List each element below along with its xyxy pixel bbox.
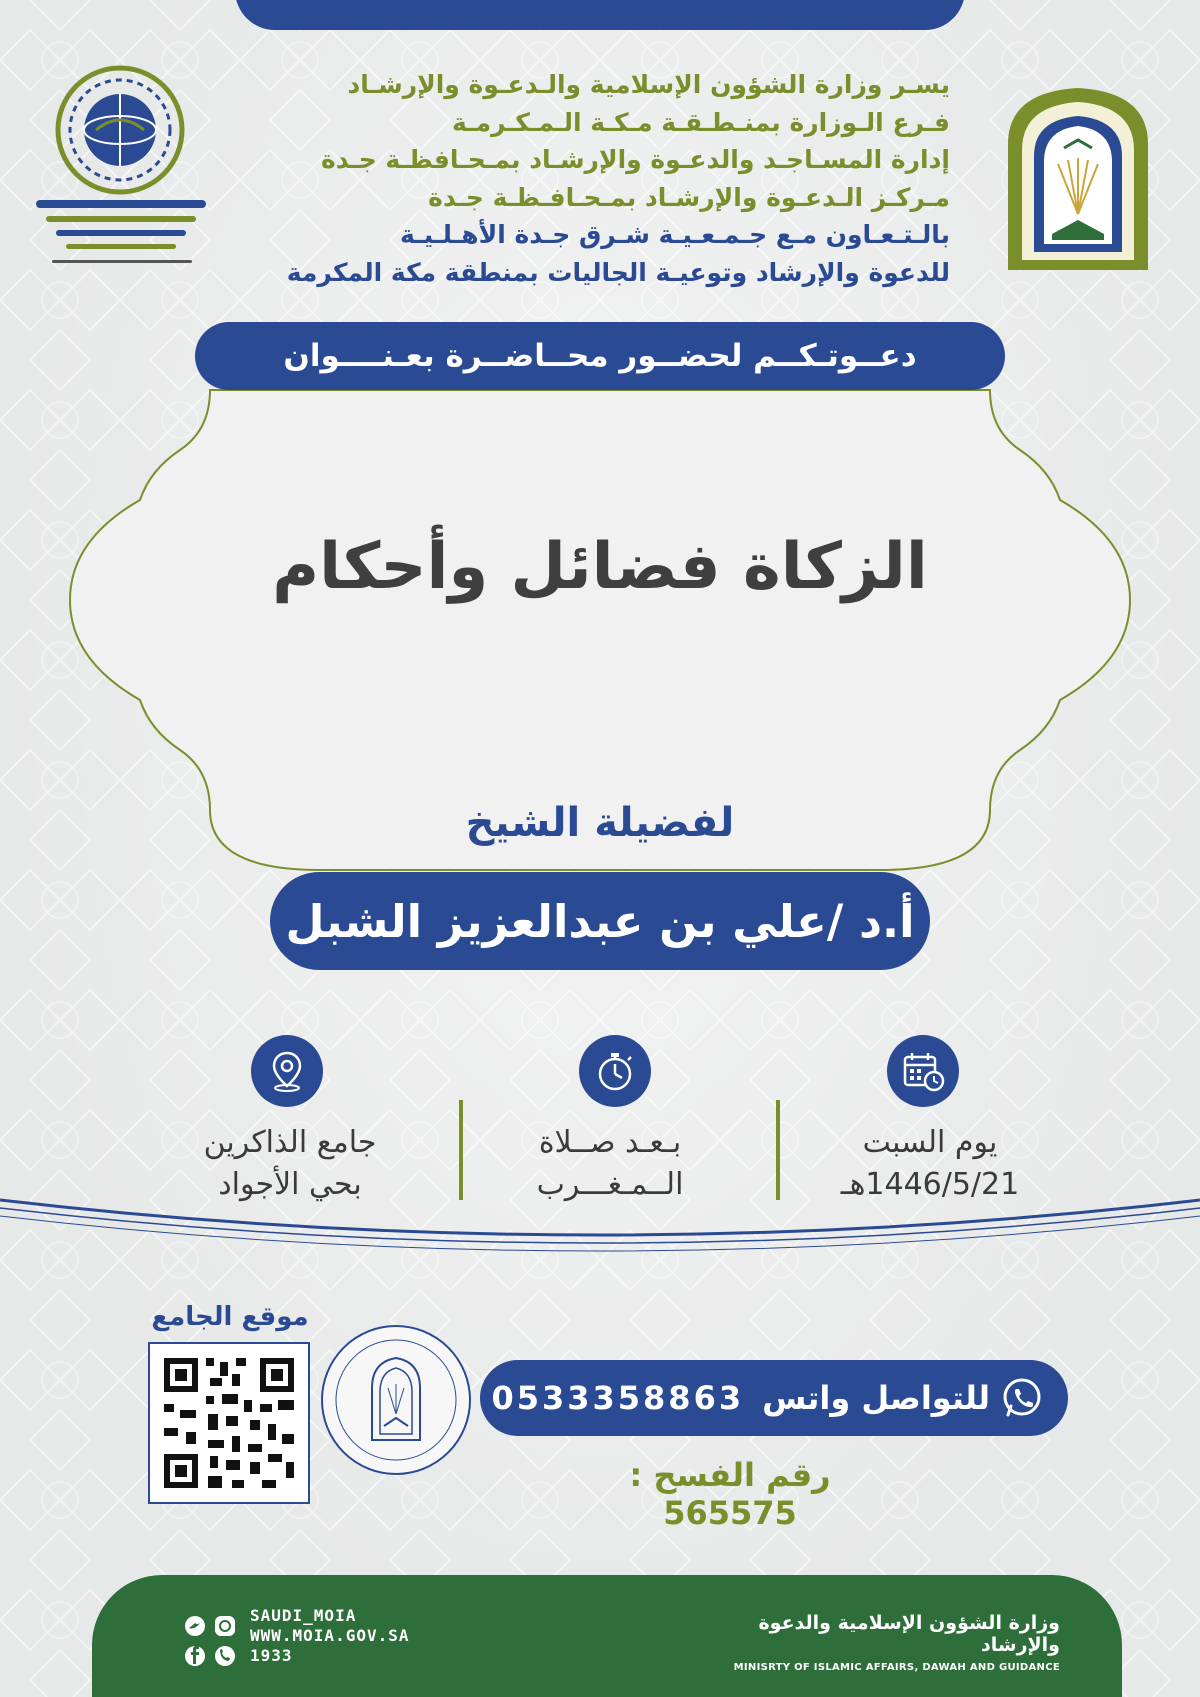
- lecture-title: الزكاة فضائل وأحكام: [272, 530, 928, 604]
- header-line-6: للدعوة والإرشاد وتوعيـة الجاليات بمنطقة مكة المكرمة: [286, 257, 950, 287]
- footer-handle[interactable]: SAUDI_MOIA: [250, 1606, 357, 1625]
- stopwatch-icon: [579, 1035, 651, 1107]
- header-line-4: مـركـز الـدعـوة والإرشـاد بمـحـافـظـة جـدة: [428, 182, 950, 212]
- footer-contacts: [250, 1606, 410, 1666]
- wave-divider: [0, 1180, 1200, 1260]
- header-text: [250, 66, 950, 291]
- qr-label: موقع الجامع: [151, 1302, 309, 1332]
- event-day: يوم السبت: [862, 1125, 998, 1160]
- sheikh-name: أ.د /علي بن عبدالعزيز الشبل: [270, 872, 930, 970]
- phone-icon: [215, 1646, 235, 1666]
- event-place-line-2: بحي الأجواد: [218, 1167, 362, 1202]
- footer-ministry: [700, 1612, 1060, 1673]
- whatsapp-contact[interactable]: [480, 1360, 1068, 1436]
- whatsapp-icon: [1000, 1376, 1044, 1420]
- twitter-icon: [185, 1616, 205, 1636]
- location-qr-code[interactable]: [148, 1342, 310, 1504]
- event-hijri-date: 1446/5/21هـ: [840, 1167, 1020, 1202]
- permit-number: رقم الفسح : 565575: [629, 1456, 831, 1532]
- event-time-line-2: الــمـغـــرب: [536, 1167, 684, 1202]
- ministry-logo: [1000, 84, 1156, 274]
- invite-banner: دعــوتـكــم لحضــور محــاضــرة بعـنــــوان: [195, 322, 1005, 390]
- header-line-3: إدارة المسـاجـد والدعـوة والإرشـاد بمـحـافظـة جـدة: [320, 145, 950, 174]
- header-line-2: فـرع الـوزارة بمنـطـقـة مـكـة الـمـكـرمـة: [451, 107, 950, 137]
- location-pin-icon: [251, 1035, 323, 1107]
- event-time-line-1: بـعـد صــلاة: [538, 1125, 682, 1160]
- event-place-line-1: جامع الذاكرين: [203, 1125, 377, 1160]
- social-icons: [183, 1614, 237, 1668]
- facebook-icon: [185, 1646, 205, 1666]
- calendar-clock-icon: [887, 1035, 959, 1107]
- whatsapp-text: [491, 1360, 990, 1436]
- top-banner: [235, 0, 965, 30]
- footer-ministry-ar: وزارة الشؤون الإسلامية والدعوة والإرشاد: [758, 1612, 1060, 1656]
- whatsapp-number[interactable]: 0533358863: [491, 1379, 745, 1417]
- sheikh-label: لفضيلة الشيخ: [465, 800, 735, 846]
- header-line-5: بالـتـعـاون مـع جـمـعـيـة شـرق جـدة الأهـلـيـة: [400, 220, 950, 249]
- instagram-icon: [215, 1616, 235, 1636]
- ministry-stamp: [318, 1322, 474, 1478]
- footer-website[interactable]: WWW.MOIA.GOV.SA: [250, 1626, 410, 1645]
- header-line-1: يسـر وزارة الشؤون الإسلامية والـدعـوة والإرشـاد: [347, 70, 950, 99]
- footer-phone[interactable]: 1933: [250, 1646, 293, 1665]
- association-logo: [16, 60, 226, 290]
- footer-ministry-en: MINISRTY OF ISLAMIC AFFAIRS, DAWAH AND GUIDANCE: [733, 1662, 1060, 1673]
- whatsapp-label: للتواصل واتس: [762, 1379, 990, 1417]
